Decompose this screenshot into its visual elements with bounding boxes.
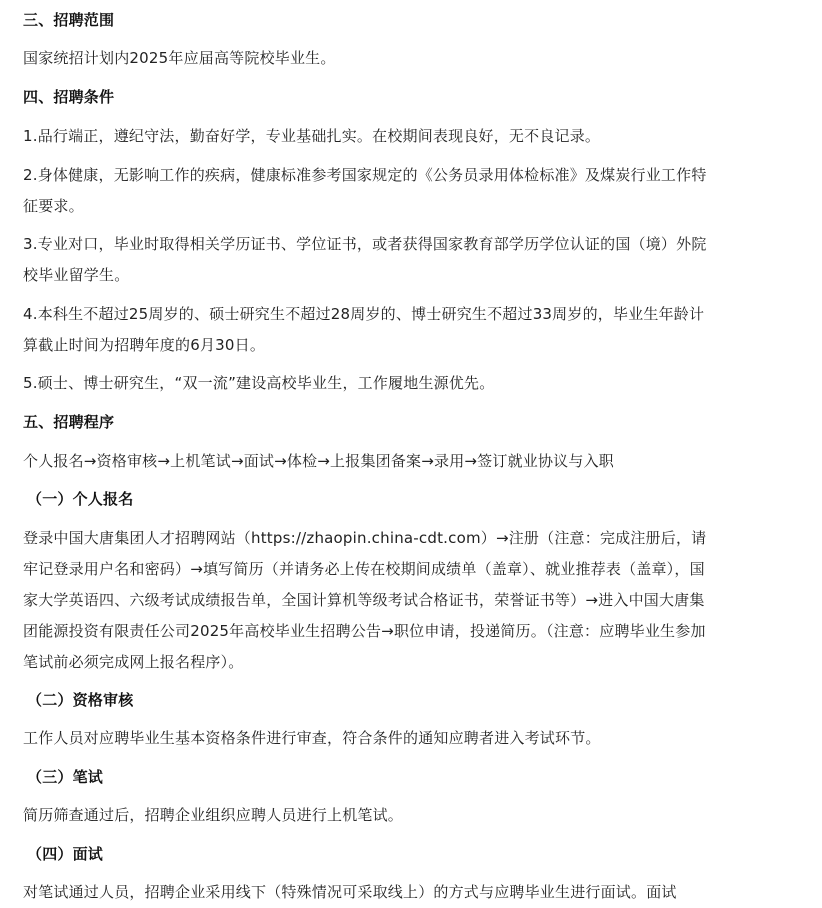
section-heading-scope: 三、招聘范围	[23, 11, 115, 29]
qualification-review-text: 工作人员对应聘毕业生基本资格条件进行审查，符合条件的通知应聘者进入考试环节。	[23, 729, 601, 747]
scope-text: 国家统招计划内2025年应届高等院校毕业生。	[23, 49, 336, 67]
subheading-registration: （一）个人报名	[27, 490, 134, 508]
procedure-flow: 个人报名→资格审核→上机笔试→面试→体检→上报集团备案→录用→签订就业协议与入职	[23, 452, 614, 470]
subheading-interview: （四）面试	[27, 845, 104, 863]
condition-item-3: 3.专业对口，毕业时取得相关学历证书、学位证书，或者获得国家教育部学历学位认证的国（境）外院校毕业留学生。	[23, 235, 707, 284]
registration-text: 登录中国大唐集团人才招聘网站（https://zhaopin.china-cdt.com）→注册（注意：完成注册后，请牢记登录用户名和密码）→填写简历（并请务必上传在校期间成绩单（盖章）、就业推荐表（盖章），国家大学英语四、六级考试成绩报告单，全国计算机等级考试合格证书，荣誉证书等）→进入中国大唐集团能源投资有限责任公司2025年高校毕业生招聘公告→职位申请，投递简历。（注意：应聘毕业生参加笔试前必须完成网上报名程序）。	[23, 529, 707, 671]
condition-item-2: 2.身体健康，无影响工作的疾病，健康标准参考国家规定的《公务员录用体检标准》及煤炭行业工作特征要求。	[23, 166, 707, 215]
condition-item-4: 4.本科生不超过25周岁的、硕士研究生不超过28周岁的、博士研究生不超过33周岁的，毕业生年龄计算截止时间为招聘年度的6月30日。	[23, 305, 705, 354]
written-exam-text: 简历筛查通过后，招聘企业组织应聘人员进行上机笔试。	[23, 806, 404, 824]
subheading-qualification-review: （二）资格审核	[27, 691, 134, 709]
section-heading-procedure: 五、招聘程序	[23, 413, 115, 431]
condition-item-5: 5.硕士、博士研究生，“双一流”建设高校毕业生，工作履地生源优先。	[23, 374, 495, 392]
section-heading-conditions: 四、招聘条件	[23, 88, 115, 106]
condition-item-1: 1.品行端正，遵纪守法，勤奋好学，专业基础扎实。在校期间表现良好，无不良记录。	[23, 127, 601, 145]
subheading-written-exam: （三）笔试	[27, 768, 104, 786]
interview-text: 对笔试通过人员，招聘企业采用线下（特殊情况可采取线上）的方式与应聘毕业生进行面试。面试	[23, 883, 677, 901]
